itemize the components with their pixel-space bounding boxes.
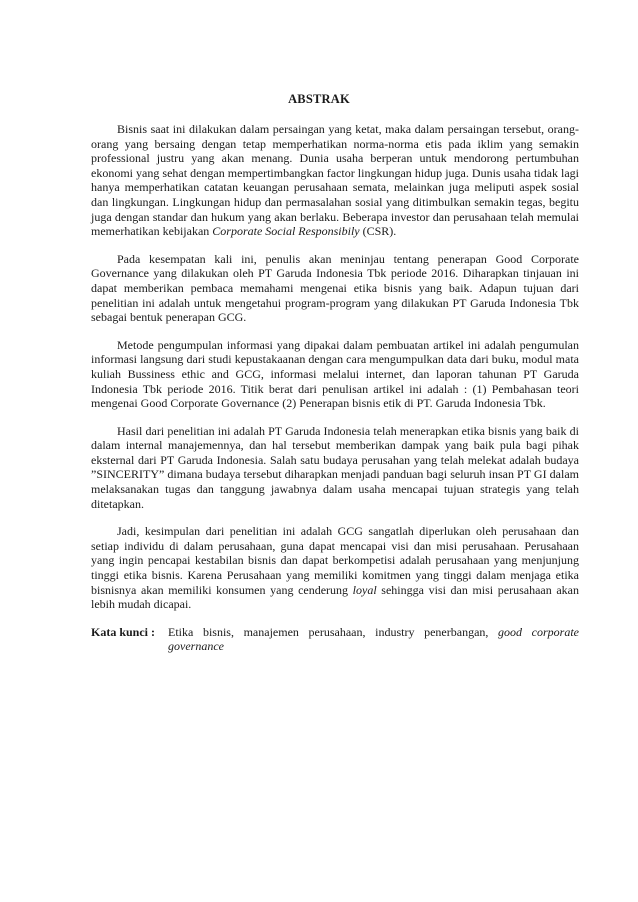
abstract-title: ABSTRAK: [288, 92, 350, 106]
paragraph-run: Hasil dari penelitian ini adalah PT Garuda Indonesia telah menerapkan etika bisnis yang baik di dalam internal manajemennya, dan hal tersebut memberikan dampak yang baik pula bagi pihak eksternal dari PT Garuda Indonesia. Salah satu budaya perusahan yang telah melekat adalah budaya ”SINCERITY” dimana budaya tersebut diharapkan menjadi panduan bagi seluruh insan PT GI dalam melaksanakan tugas dan tanggung jawabnya dalam usaha mencapai tujuan strategis yang telah ditetapkan.: [91, 423, 579, 511]
abstract-paragraphs: [91, 122, 579, 612]
abstract-body: [91, 122, 579, 654]
paragraph-run: Corporate Social Responsibily: [212, 224, 360, 239]
paragraph-run: Jadi, kesimpulan dari penelitian ini adalah GCG sangatlah diperlukan oleh perusahaan dan setiap individu di dalam perusahaan, guna dapat mencapai visi dan misi perusahaan. Perusahaan yang ingin pencapai kestabilan bisnis dan dapat berkompetisi adalah perusahaan yang menjunjung tinggi etika bisnis. Karena Perusahaan yang memiliki komitmen yang tinggi dalam menjaga etika bisnisnya akan memiliki konsumen yang cenderung: [91, 524, 579, 597]
abstract-paragraph-3: [91, 338, 579, 411]
paragraph-run: Pada kesempatan kali ini, penulis akan meninjau tentang penerapan Good Corporate Governance yang dilakukan oleh PT Garuda Indonesia Tbk periode 2016. Diharapkan tinjauan ini dapat memberikan pembaca memahami mengenai etika bisnis yang baik. Adapun tujuan dari penelitian ini adalah untuk mengetahui program-program yang dilakukan PT Garuda Indonesia Tbk sebagai bentuk penerapan GCG.: [91, 251, 579, 325]
keywords-text: [168, 625, 579, 654]
paragraph-run: sehingga visi dan misi perusahaan akan lebih mudah dicapai.: [91, 582, 579, 612]
abstract-paragraph-4: [91, 424, 579, 512]
paragraph-run: Metode pengumpulan informasi yang dipakai dalam pembuatan artikel ini adalah pengumulan informasi langsung dari studi kepustakaanan dengan cara mengumpulkan data dari buku, modul mata kuliah Bussiness ethic and GCG, informasi melalui internet, dan laporan tahunan PT Garuda Indonesia Tbk periode 2016. Titik berat dari penulisan artikel ini adalah : (1) Pembahasan teori mengenai Good Corporate Governance (2) Penerapan bisnis etik di PT. Garuda Indonesia Tbk.: [91, 337, 579, 411]
paragraph-run: Bisnis saat ini dilakukan dalam persaingan yang ketat, maka dalam persaingan tersebut, orang-orang yang bersaing dengan tetap memperhatikan norma-norma etis pada iklim yang semakin professional justru yang akan menang. Dunia usaha berperan untuk mendorong pertumbuhan ekonomi yang sehat dengan mempertimbangkan factor lingkungan hidup juga. Dunis usaha tidak lagi hanya memperhatikan catatan keuangan perusahaan semata, melainkan juga meliputi aspek sosial dan lingkungan. Lingkungan hidup dan permasalahan sosial yang ditimbulkan semakin tegas, begitu juga dengan standar dan hukum yang akan berlaku. Beberapa investor dan perusahaan telah memulai memerhatikan kebijakan: [91, 122, 579, 239]
keywords-label: Kata kunci :: [91, 624, 156, 639]
abstract-paragraph-1: [91, 122, 579, 239]
paragraph-run: loyal: [352, 582, 377, 597]
keywords-italic: good corporate governance: [168, 624, 580, 654]
keywords-row: [91, 625, 579, 654]
abstract-paragraph-5: [91, 524, 579, 612]
keywords-plain: Etika bisnis, manajemen perusahaan, industry penerbangan,: [168, 624, 499, 639]
paragraph-run: (CSR).: [359, 224, 397, 239]
abstract-paragraph-2: [91, 252, 579, 325]
